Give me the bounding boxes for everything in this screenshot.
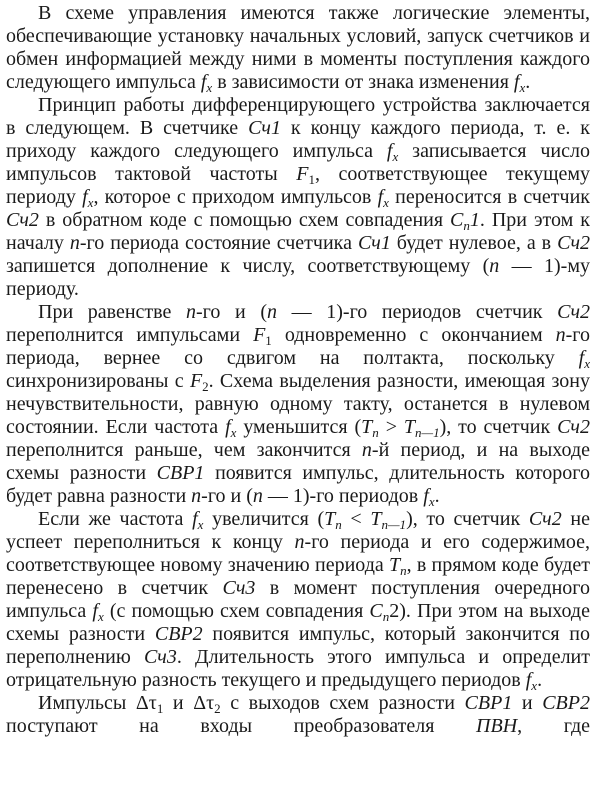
sub-x: x [383,195,389,210]
text: синхронизированы с [6,370,190,392]
text: -го и ( [196,301,267,323]
sub-x: x [230,425,237,440]
paragraph-1 [6,2,590,94]
var-n: n [361,439,372,461]
paragraph-4 [6,508,590,692]
text: переносится в счетчик [388,186,590,208]
text: -го периода состояние счетчика [79,232,358,254]
text: будет нулевое, а в [390,232,558,254]
sub-x: x [428,494,435,509]
counter-sch2: Сч2 [6,209,39,231]
text: , в прямом коде будет перенесено в счетчик [6,554,590,599]
sub-x: x [197,517,204,532]
text: < [341,508,371,530]
paragraph-5 [6,692,590,738]
text: одновременно с окончанием [271,324,556,346]
text: уменьшится ( [236,416,362,438]
text: переполнится раньше, чем закончится [6,439,362,461]
text: . [537,669,543,691]
sub-x: x [584,356,590,371]
counter-sch3: Сч3 [222,577,256,599]
text: (с помощью схем совпадения [103,600,370,622]
counter-sch2: Сч2 [528,508,562,530]
var-n: n [489,255,500,277]
text: . [434,485,440,507]
var-T: T [370,508,382,530]
text: -го и ( [201,485,253,507]
text: в зависимости от знака изменения [212,71,514,93]
text: . Схема выделения разности, имеющая зону нечувствительности, равную одному такту, останется в нулевом состоянии. Если частота [6,370,591,438]
paragraph-2 [6,94,590,301]
text: не успеет переполниться к концу [6,508,590,553]
var-T: T [389,554,401,576]
sub-x: x [519,80,526,95]
text: увеличится ( [203,508,325,530]
sub-n: n [372,425,379,440]
text: и [512,692,543,714]
text: -го периода и его содержимое, соответствующее новому значению периода [6,531,590,576]
counter-sch3: Сч3 [143,646,177,668]
text: -го периода, вернее со сдвигом на полтакта, поскольку [6,324,590,369]
text: к концу каждого периода, т. е. к приходу каждого следующего импульса [6,117,590,162]
sub-x: x [206,80,213,95]
var-n: n [294,531,305,553]
sub-n: n [463,218,470,233]
var-f: f [192,508,198,530]
var-f: f [225,416,231,438]
text: переполнится импульсами [6,324,254,346]
counter-sch1: Сч1 [357,232,391,254]
var-f: f [92,600,98,622]
text: Импульсы Δτ [38,692,157,714]
var-n: n [267,301,277,323]
sub-n-1: n—1 [381,517,407,532]
var-f: f [525,669,532,691]
text: В схеме управления имеются также логические элементы, обеспечивающие установку начальных условий, запуск счетчиков и обмен информацией между ними в моменты поступления каждого следующего импульса [6,2,590,93]
var-f: f [423,485,429,507]
var-n: n [555,324,566,346]
sub-2: 2 [214,701,221,716]
sub-x: x [97,609,104,624]
var-C: C [450,209,464,231]
circuit-svr1: СВР1 [156,462,205,484]
sub-1: 1 [156,701,164,716]
text: — 1)-му периоду. [6,255,590,300]
text: . Длительность этого импульса и определит отрицательную разность текущего и предыдущего периодов [6,646,590,691]
var-f: f [386,140,393,162]
circuit-svr2: СВР2 [154,623,203,645]
var-f: f [377,186,384,208]
circuit-svr2: СВР2 [542,692,590,714]
var-T: T [324,508,336,530]
counter-sch1: Сч1 [248,117,281,139]
text: появится импульс, который закончится по переполнению [6,623,591,668]
text: > [378,416,404,438]
var-n: n [191,485,202,507]
text: запишется дополнение к числу, соответствующему ( [6,255,490,277]
var-F: F [189,370,203,392]
text: Принцип работы дифференцирующего устройства заключается в следующем. В счетчике [6,94,590,139]
text: в обратном коде с помощью схем совпадения [38,209,451,231]
converter-pvn: ПВН [476,715,518,737]
text: , которое с приходом импульсов [93,186,378,208]
sub-n: n [335,517,342,532]
sub-1: 1 [308,172,315,187]
text: 2 [389,600,400,622]
counter-sch2: Сч2 [557,416,590,438]
text: . При этом к началу [6,209,590,254]
text: , соответствующее текущему периоду [6,163,591,208]
text: , где [517,715,591,737]
text: . [525,71,531,93]
text: и Δτ [163,692,215,714]
var-T: T [361,416,373,438]
circuit-svr1: СВР1 [464,692,513,714]
var-n: n [69,232,80,254]
text: записывается число импульсов тактовой частоты [6,140,590,185]
var-n: n [186,301,197,323]
var-f: f [200,71,207,93]
sub-x: x [531,678,538,693]
var-f: f [513,71,520,93]
var-T: T [403,416,416,438]
var-F: F [296,163,309,185]
text: в момент поступления очередного импульса [6,577,591,622]
text: ), то счетчик [406,508,529,530]
sub-x: x [87,195,94,210]
text: появится импульс, длительность которого будет равна разности [6,462,590,507]
sub-x: x [392,149,399,164]
text: ), то счетчик [439,416,558,438]
text: -й период, и на выходе схемы разности [6,439,591,484]
text: — 1)-го периодов счетчик [277,301,558,323]
text: поступают на входы преобразователя [6,715,477,737]
var-n: n [252,485,263,507]
var-f: f [82,186,88,208]
sub-n-1: n—1 [415,425,440,440]
counter-sch2: Сч2 [557,301,591,323]
counter-sch2: Сч2 [557,232,590,254]
text: 1 [469,209,480,231]
text: — 1)-го периодов [262,485,424,507]
text: ). При этом на выходе схемы разности [6,600,590,645]
var-f: f [578,347,585,369]
var-C: C [369,600,383,622]
var-F: F [253,324,266,346]
text: с выходов схем разности [220,692,465,714]
sub-n: n [400,563,407,578]
text: Если же частота [38,508,193,530]
sub-1: 1 [265,333,272,348]
sub-2: 2 [202,379,209,394]
paragraph-3 [6,301,590,508]
text: При равенстве [38,301,187,323]
sub-n: n [382,609,390,624]
